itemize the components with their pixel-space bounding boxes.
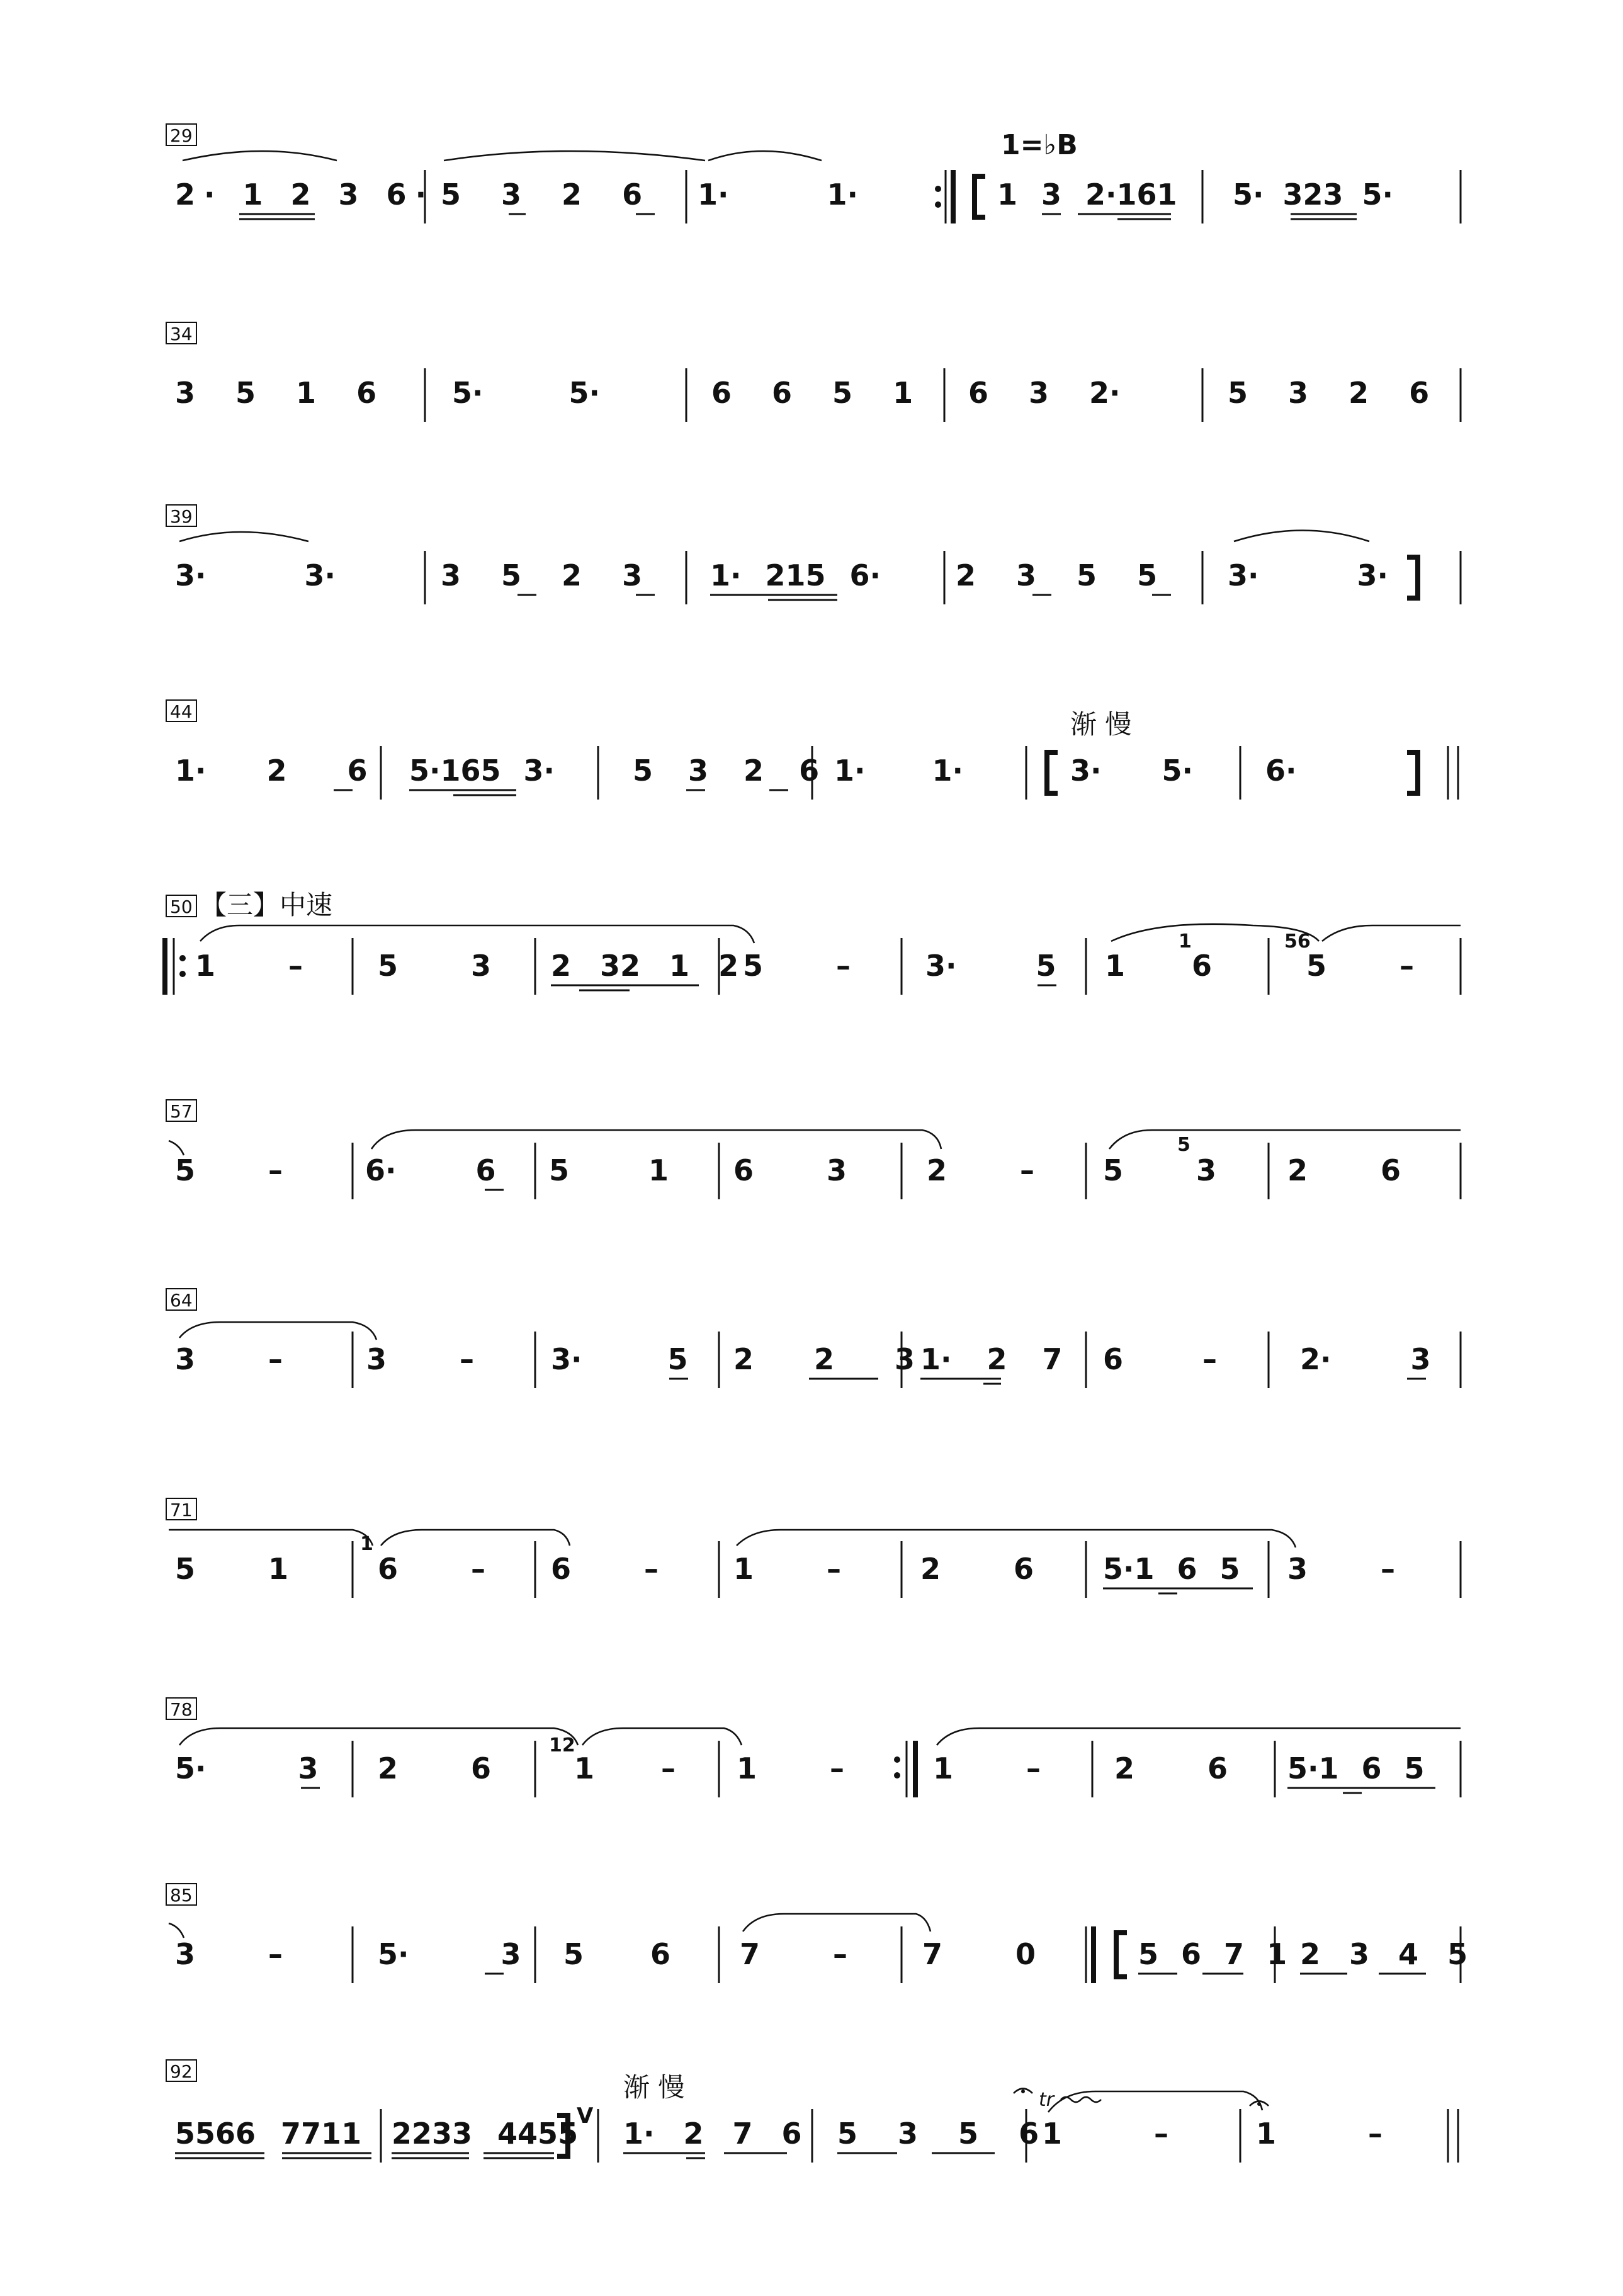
measure-62: 5 3 — [1103, 1153, 1217, 1187]
measure-87: 5 6 — [563, 1937, 671, 1971]
measure-55: 1 6 — [1105, 949, 1213, 983]
tempo-marking-gradual-slow: 渐 慢 — [623, 2072, 685, 2103]
slur — [937, 1728, 1461, 1745]
slur — [708, 151, 822, 161]
system-85 — [166, 1884, 1467, 1983]
measure-65: 3 – — [366, 1342, 475, 1376]
measure-58: 6· 6 — [365, 1153, 496, 1187]
measure-71: 5 1 — [175, 1552, 289, 1586]
measure-70: 2· 3 — [1300, 1342, 1431, 1376]
slur — [1322, 925, 1461, 941]
fermata-dot — [1021, 2090, 1025, 2093]
measure-54: 3· 5 — [925, 949, 1056, 983]
measure-78: 5· 3 — [175, 1751, 319, 1785]
measure-52: 2 32 1 2 — [551, 949, 739, 983]
measure-47: 1· 1· — [834, 754, 963, 788]
measure-91: 2 3 4 5 — [1300, 1937, 1468, 1971]
repeat-dot — [935, 186, 941, 192]
measure-45: 5·165 3· — [409, 754, 555, 788]
measure-41: 1· 215 6· — [710, 558, 881, 592]
measure-32: 1 3 2·161 — [997, 178, 1177, 212]
measure-51: 5 3 — [378, 949, 492, 983]
system-number: 39 — [170, 506, 193, 527]
measure-53: 5 – — [743, 949, 851, 983]
repeat-dot — [179, 955, 186, 961]
section-heading: 【三】中速 — [200, 890, 333, 920]
slur — [1048, 2091, 1262, 2112]
measure-64: 3 – — [175, 1342, 283, 1376]
measure-93: 2233 4455 — [392, 2117, 579, 2151]
repeat-dot — [179, 971, 186, 977]
system-34 — [166, 322, 1461, 422]
system-number: 71 — [170, 1500, 193, 1520]
measure-49: 6· — [1265, 754, 1297, 788]
grace-note: 5 — [1177, 1134, 1190, 1156]
grace-note: 12 — [549, 1734, 575, 1756]
measure-97: 1 – — [1256, 2117, 1383, 2151]
repeat-dot — [894, 1756, 900, 1763]
section-bracket-open — [1047, 752, 1058, 793]
slur — [200, 925, 754, 943]
measure-81: 1 – — [737, 1751, 845, 1785]
system-92 — [166, 2060, 1458, 2163]
system-number: 50 — [170, 896, 193, 917]
system-number: 85 — [170, 1885, 193, 1906]
measure-30: 5 3 2 6 — [441, 178, 643, 212]
measure-63: 2 6 — [1287, 1153, 1401, 1187]
measure-66: 3· 5 — [551, 1342, 688, 1376]
slur — [371, 1130, 941, 1149]
measure-36: 6 6 5 1 — [711, 376, 913, 410]
slur — [183, 151, 337, 161]
fermata-dot — [1257, 2102, 1261, 2106]
system-number: 92 — [170, 2061, 193, 2082]
slur — [582, 1728, 742, 1745]
measure-43: 3· 3· — [1228, 558, 1388, 592]
measure-61: 2 – — [927, 1153, 1035, 1187]
measure-42: 2 3 5 5 — [956, 558, 1158, 592]
section-bracket-close — [1407, 557, 1418, 598]
measure-35: 5· 5· — [452, 376, 600, 410]
measure-57: 5 – — [175, 1153, 283, 1187]
measure-67: 2 2 3 — [733, 1342, 915, 1376]
measure-90: 5 6 7 1 — [1138, 1937, 1287, 1971]
system-64 — [166, 1289, 1461, 1388]
measure-29: 2· 1 2 3 6· — [175, 178, 436, 212]
measure-86: 5· 3 — [378, 1937, 521, 1971]
measure-75: 2 6 — [920, 1552, 1034, 1586]
measure-83: 2 6 — [1114, 1751, 1228, 1785]
slur — [179, 1322, 376, 1340]
measure-74: 1 – — [733, 1552, 842, 1586]
system-29 — [166, 124, 1461, 223]
system-number: 64 — [170, 1290, 193, 1311]
slur — [179, 532, 308, 541]
slur — [169, 1923, 184, 1938]
measure-95: 5 3 5 6 — [837, 2117, 1039, 2151]
measure-59: 5 1 — [549, 1153, 669, 1187]
measure-39: 3· 3· — [175, 558, 336, 592]
tempo-marking-gradual-slow: 渐 慢 — [1070, 709, 1132, 740]
slur — [444, 151, 705, 161]
measure-69: 6 – — [1103, 1342, 1218, 1376]
measure-38: 5 3 2 6 — [1228, 376, 1430, 410]
measure-96: 1 – — [1042, 2117, 1169, 2151]
slur — [1234, 531, 1369, 542]
system-number: 57 — [170, 1101, 193, 1122]
slur — [1109, 1130, 1461, 1149]
section-bracket-open — [975, 176, 985, 217]
system-number: 78 — [170, 1699, 193, 1720]
measure-56: 5 – — [1306, 949, 1415, 983]
slur — [179, 1728, 578, 1745]
measure-76: 5·1 6 5 — [1103, 1552, 1240, 1586]
slur — [737, 1530, 1296, 1547]
measure-82: 1 – — [933, 1751, 1041, 1785]
slur — [169, 1530, 373, 1546]
measure-40: 3 5 2 3 — [441, 558, 643, 592]
measure-68: 1· 2 7 — [920, 1342, 1063, 1376]
measure-79: 2 6 — [378, 1751, 492, 1785]
measure-37: 6 3 2· — [968, 376, 1121, 410]
measure-60: 6 3 — [733, 1153, 847, 1187]
measure-33: 5· 323 5· — [1233, 178, 1394, 212]
measure-88: 7 – — [740, 1937, 848, 1971]
section-bracket-open — [1116, 1933, 1127, 1977]
measure-73: 6 – — [551, 1552, 659, 1586]
system-44 — [166, 700, 1458, 800]
grace-note: 56 — [1284, 930, 1311, 953]
repeat-dot — [935, 201, 941, 208]
measure-31: 1· 1· — [698, 178, 858, 212]
measure-80: 1 – — [574, 1751, 676, 1785]
system-39 — [166, 505, 1461, 604]
measure-89: 7 0 — [922, 1937, 1036, 1971]
system-number: 34 — [170, 324, 193, 344]
system-50 — [165, 890, 1461, 995]
system-number: 29 — [170, 125, 193, 146]
measure-46: 5 3 2 6 — [633, 754, 820, 788]
slur — [381, 1530, 570, 1546]
system-78 — [166, 1698, 1461, 1797]
measure-77: 3 – — [1287, 1552, 1396, 1586]
measure-84: 5·1 6 5 — [1287, 1751, 1425, 1785]
section-bracket-close — [1407, 752, 1418, 793]
breath-mark: V — [577, 2103, 594, 2129]
measure-48: 3· 5· — [1070, 754, 1193, 788]
repeat-dot — [894, 1772, 900, 1779]
system-number: 44 — [170, 701, 193, 722]
measure-92: 5566 7711 — [175, 2117, 362, 2151]
measure-44: 1· 2 6 — [175, 754, 368, 788]
measure-50: 1 – — [195, 949, 303, 983]
measure-85: 3 – — [175, 1937, 283, 1971]
measure-94: 1· 2 7 6 — [623, 2117, 802, 2151]
key-change-marking: 1=♭B — [1001, 129, 1078, 161]
trill-mark: tr — [1039, 2089, 1055, 2111]
grace-note: 1 — [1179, 930, 1192, 953]
measure-34: 3 5 1 6 — [175, 376, 377, 410]
system-71 — [166, 1498, 1461, 1598]
system-57 — [166, 1100, 1461, 1199]
measure-72: 6 – — [378, 1552, 486, 1586]
grace-note: 1 — [360, 1533, 373, 1555]
